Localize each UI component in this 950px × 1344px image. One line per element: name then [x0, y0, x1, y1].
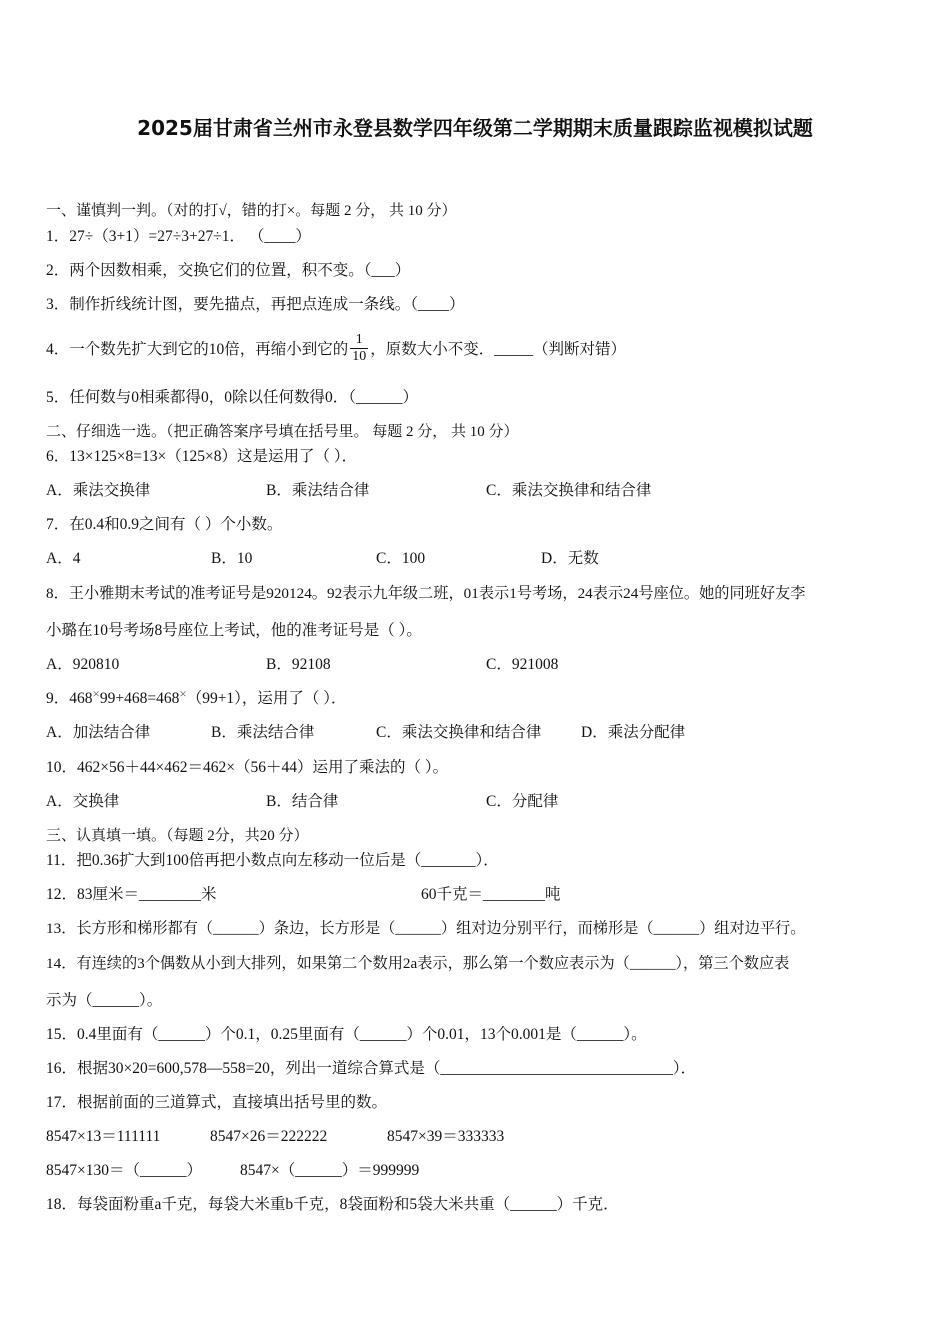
- times-sign: ×: [92, 686, 100, 701]
- q17-equation-2: 8547×26＝222222: [210, 1128, 328, 1145]
- q7-option-c[interactable]: C．100: [376, 550, 426, 567]
- q7-option-d[interactable]: D．无数: [541, 550, 599, 567]
- question-9-part-1: 9．468: [46, 690, 93, 707]
- question-4: [46, 332, 626, 368]
- question-7: 7．在0.4和0.9之间有（ ）个小数。: [46, 516, 283, 533]
- q10-option-b[interactable]: B．结合律: [266, 793, 339, 810]
- question-14-line-2: 示为（______）。: [46, 992, 163, 1009]
- question-13: 13．长方形和梯形都有（______）条边，长方形是（______）组对边分别平行，而梯形是（______）组对边平行。: [46, 920, 806, 937]
- fraction-denominator: 10: [352, 348, 367, 364]
- question-4-text-end: ，原数大小不变．_____（判断对错）: [370, 341, 627, 358]
- q10-option-a[interactable]: A．交换律: [46, 793, 120, 810]
- question-2: 2．两个因数相乘，交换它们的位置，积不变。（___）: [46, 262, 411, 279]
- question-8-line-1: 8．王小雅期末考试的准考证号是920124。92表示九年级二班，01表示1号考场，24表示24号座位。她的同班好友李: [46, 585, 806, 602]
- question-11: 11．把0.36扩大到100倍再把小数点向左移动一位后是（_______）．: [46, 852, 499, 869]
- question-4-text-start: 4．一个数先扩大到它的10倍，再缩小到它的: [46, 341, 349, 358]
- q8-option-a[interactable]: A．920810: [46, 656, 120, 673]
- question-9-part-2: 99+468=468: [99, 690, 180, 707]
- question-16: 16．根据30×20=600,578—558=20，列出一道综合算式是（______________________________）．: [46, 1060, 697, 1077]
- question-1: 1．27÷（3+1）=27÷3+27÷1． （____）: [46, 228, 311, 245]
- section-3-heading: 三、认真填一填。（每题 2分，共20 分）: [46, 828, 309, 844]
- question-18: 18．每袋面粉重a千克，每袋大米重b千克，8袋面粉和5袋大米共重（______）千克．: [46, 1196, 619, 1213]
- q8-option-b[interactable]: B．92108: [266, 656, 331, 673]
- question-8-line-2: 小璐在10号考场8号座位上考试，他的准考证号是（ ）。: [46, 622, 422, 639]
- page-title: 2025届甘肃省兰州市永登县数学四年级第二学期期末质量跟踪监视模拟试题: [137, 116, 813, 140]
- question-9-part-3: （99+1），运用了（ ）．: [186, 690, 347, 707]
- q17-equation-3: 8547×39＝333333: [387, 1128, 505, 1145]
- question-17: 17．根据前面的三道算式，直接填出括号里的数。: [46, 1094, 388, 1111]
- q17-equation-1: 8547×13＝111111: [46, 1128, 161, 1145]
- q9-option-b[interactable]: B．乘法结合律: [211, 724, 315, 741]
- fraction-numerator: 1: [350, 332, 368, 349]
- q17-blank-1: 8547×130＝（______）: [46, 1162, 202, 1179]
- q10-option-c[interactable]: C．分配律: [486, 793, 559, 810]
- q7-option-a[interactable]: A．4: [46, 550, 81, 567]
- q6-option-c[interactable]: C．乘法交换律和结合律: [486, 482, 652, 499]
- section-1-heading: 一、谨慎判一判。（对的打√，错的打×。每题 2 分， 共 10 分）: [46, 203, 457, 219]
- q6-option-a[interactable]: A．乘法交换律: [46, 482, 151, 499]
- question-15: 15．0.4里面有（______）个0.1，0.25里面有（______）个0.01，13个0.001是（______）。: [46, 1026, 647, 1043]
- q9-option-d[interactable]: D．乘法分配律: [581, 724, 686, 741]
- q6-option-b[interactable]: B．乘法结合律: [266, 482, 370, 499]
- q17-blank-2: 8547×（______）＝999999: [240, 1162, 420, 1179]
- question-5: 5．任何数与0相乘都得0，0除以任何数得0．（______）: [46, 389, 419, 406]
- times-sign: ×: [179, 686, 187, 701]
- question-9: [46, 688, 347, 710]
- question-14-line-1: 14．有连续的3个偶数从小到大排列，如果第二个数用2a表示，那么第一个数应表示为（______），第三个数应表: [46, 955, 790, 972]
- q8-option-c[interactable]: C．921008: [486, 656, 559, 673]
- question-12-part-1: 12．83厘米＝________米: [46, 886, 217, 903]
- section-2-heading: 二、仔细选一选。（把正确答案序号填在括号里。 每题 2 分， 共 10 分）: [46, 424, 519, 440]
- question-10: 10．462×56＋44×462＝462×（56＋44）运用了乘法的（ ）。: [46, 759, 449, 776]
- question-12-part-2: 60千克＝________吨: [421, 886, 561, 903]
- q9-option-a[interactable]: A．加法结合律: [46, 724, 151, 741]
- q7-option-b[interactable]: B．10: [211, 550, 253, 567]
- question-3: 3．制作折线统计图，要先描点，再把点连成一条线。（____）: [46, 296, 465, 313]
- fraction: [350, 332, 368, 365]
- q9-option-c[interactable]: C．乘法交换律和结合律: [376, 724, 542, 741]
- question-6: 6．13×125×8=13×（125×8）这是运用了（ ）．: [46, 448, 358, 465]
